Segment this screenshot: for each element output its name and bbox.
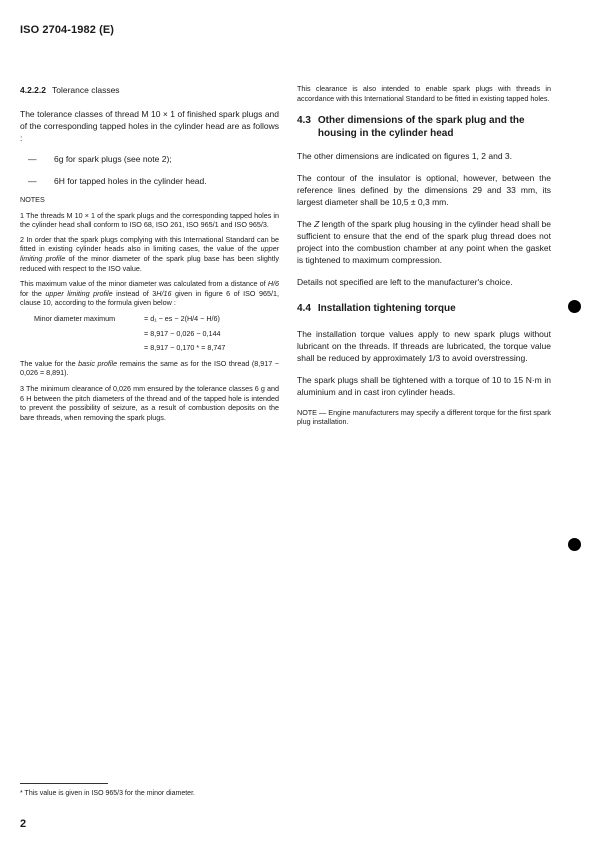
dash-item-text: 6H for tapped holes in the cylinder head.: [54, 176, 207, 186]
paragraph-figures: The other dimensions are indicated on figures 1, 2 and 3.: [297, 151, 512, 162]
page-number: 2: [20, 818, 27, 830]
dash-item-tapped-holes: [20, 175, 279, 187]
note-2: 2 In order that the spark plugs complying with this International Standard can be fitted in existing cylinder heads also in limiting cases, the value of the upper limiting profile of the minor diameter of the spark plug base has been slightly reduced with respect to the ISO value.: [20, 234, 279, 273]
formula-label: Minor diameter maximum: [34, 313, 116, 323]
dash-item-text: 6g for spark plugs (see note 2);: [54, 154, 172, 164]
section-4-3-heading: [297, 115, 551, 140]
footnote-rule: [20, 783, 108, 784]
notes-heading: NOTES: [20, 195, 45, 204]
note-3: 3 The minimum clearance of 0,026 mm ensured by the tolerance classes 6 g and 6 H between the pitch diameters of the thread and of the tapped hole is intended to prevent the possibility of seizure, as a result of combustion deposits on the bare threads, when removing the spark plugs.: [20, 383, 279, 422]
paragraph-details: Details not specified are left to the manufacturer's choice.: [297, 277, 513, 288]
paragraph-torque-values: The installation torque values apply to new spark plugs without lubricant on the threads. If threads are lubricated, the torque value shall be reduced by approximately 1/3 to avoid overstressing.: [297, 328, 551, 363]
footnote: * This value is given in ISO 965/3 for the minor diameter.: [20, 790, 195, 797]
formula-line: = 8,917 − 0,170 * = 8,747: [144, 343, 226, 353]
intro-paragraph: The tolerance classes of thread M 10 × 1 of finished spark plugs and of the corresponding tapped holes in the cylinder head are as follows :: [20, 109, 279, 143]
max-value-paragraph: This maximum value of the minor diameter was calculated from a distance of H/6 for the upper limiting profile instead of 3H/16 given in figure 6 of ISO 965/1, clause 10, according to the formula given below :: [20, 279, 279, 308]
section-title: Other dimensions of the spark plug and the housing in the cylinder head: [317, 115, 525, 139]
formula-line: = d₁ − es − 2(H/4 − H/6): [144, 313, 220, 323]
subsection-heading: [20, 84, 279, 96]
section-number: 4.3: [297, 115, 311, 127]
dash-item-spark-plugs: [20, 153, 279, 165]
document-header: ISO 2704-1982 (E): [20, 24, 115, 36]
formula-line: = 8,917 − 0,026 − 0,144: [144, 328, 221, 338]
basic-profile-paragraph: The value for the basic profile remains the same as for the ISO thread (8,917 − 0,026 = 8,891).: [20, 358, 279, 378]
note-engine-manufacturers: NOTE — Engine manufacturers may specify a different torque for the first spark plug installation.: [297, 407, 551, 427]
minor-diameter-formula: [20, 314, 279, 353]
dash-symbol: —: [28, 154, 37, 164]
paragraph-z-length: The Z length of the spark plug housing in the cylinder head shall be sufficient to ensure that the end of the spark plug thread does not project into the combustion chamber at any point when the gasket is tightened to maximum compression.: [297, 219, 551, 266]
section-number: 4.4: [297, 303, 311, 315]
left-column: [20, 84, 279, 422]
paragraph-insulator: The contour of the insulator is optional, however, between the reference lines defined by the dimensions 29 and 33 mm, its largest diameter shall be 10,5 ± 0,3 mm.: [297, 173, 551, 208]
right-column: [297, 84, 551, 427]
margin-dot-icon: [568, 538, 581, 551]
subsection-number: 4.2.2.2: [20, 85, 46, 95]
note-1: 1 The threads M 10 × 1 of the spark plugs and the corresponding tapped holes in the cylinder head shall conform to ISO 68, ISO 261, ISO 965/1 and ISO 965/3.: [20, 210, 279, 230]
section-title: Installation tightening torque: [317, 303, 456, 315]
clearance-continuation: This clearance is also intended to enable spark plugs with threads in accordance with this International Standard to be fitted in existing tapped holes.: [297, 84, 551, 103]
subsection-title: Tolerance classes: [52, 85, 120, 95]
section-4-4-heading: [297, 303, 551, 316]
dash-symbol: —: [28, 176, 37, 186]
paragraph-torque-spec: The spark plugs shall be tightened with a torque of 10 to 15 N·m in aluminium and in cast iron cylinder heads.: [297, 374, 551, 397]
margin-dot-icon: [568, 300, 581, 313]
